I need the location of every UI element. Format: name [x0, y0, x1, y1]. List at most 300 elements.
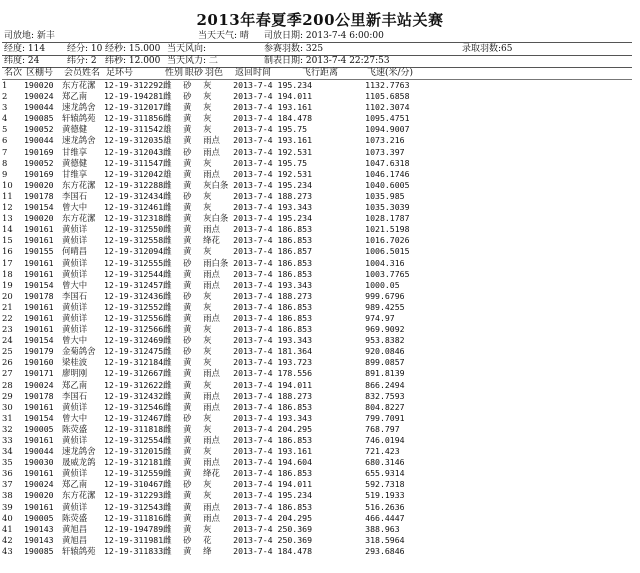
cell-return-time: 2013-7-4 186.853	[233, 468, 313, 479]
cell-member: 梁桂波	[62, 357, 88, 368]
cell-eye: 黄	[183, 446, 192, 457]
cell-sex: 雌	[163, 312, 172, 323]
cell-return-time: 2013-7-4 186.853	[233, 435, 313, 445]
cell-return-time: 2013-7-4 184.478	[233, 545, 313, 556]
cell-loft: 190160	[24, 357, 54, 368]
cell-member: 陈荧盛	[62, 423, 88, 434]
cell-speed: 999.6796	[365, 290, 405, 301]
cell-rank: 41	[2, 523, 13, 534]
cell-sex: 雌	[163, 290, 172, 301]
cell-color: 绛花	[203, 468, 220, 479]
cell-return-time: 2013-7-4 194.011	[233, 379, 313, 390]
cell-member: 东方花潔	[62, 179, 96, 190]
cell-loft: 190154	[24, 335, 54, 346]
cell-speed: 953.8382	[365, 335, 405, 346]
cell-loft: 190024	[24, 479, 54, 490]
col-sex: 性别	[165, 68, 184, 78]
cell-speed: 466.4447	[365, 512, 405, 523]
cell-ring: 12-19-312094	[104, 246, 164, 257]
cell-color: 灰	[203, 80, 212, 90]
cell-eye: 黄	[183, 512, 192, 523]
cell-return-time: 2013-7-4 250.369	[233, 523, 313, 534]
cell-rank: 11	[2, 190, 13, 201]
cell-sex: 雌	[163, 512, 172, 523]
cell-member: 曾大中	[62, 412, 88, 423]
cell-rank: 13	[2, 213, 13, 224]
cell-color: 灰	[203, 190, 212, 201]
cell-loft: 190020	[24, 490, 54, 501]
cell-ring: 12-19-310467	[104, 479, 164, 490]
cell-rank: 43	[2, 545, 13, 556]
cell-rank: 35	[2, 457, 13, 468]
cell-sex: 雄	[163, 135, 172, 146]
cell-ring: 12-19-312184	[104, 357, 164, 368]
cell-color: 灰	[203, 346, 212, 357]
cell-return-time: 2013-7-4 186.853	[233, 268, 313, 279]
cell-ring: 12-19-311833	[104, 545, 164, 556]
cell-speed: 799.7091	[365, 412, 405, 423]
cell-color: 灰	[203, 91, 212, 102]
results-body	[2, 80, 465, 557]
cell-color: 灰	[203, 157, 212, 168]
cell-sex: 雌	[163, 80, 172, 90]
cell-rank: 4	[2, 113, 8, 124]
table-row	[2, 113, 465, 124]
table-row	[2, 80, 465, 91]
cell-ring: 12-19-312550	[104, 224, 164, 235]
table-row	[2, 346, 465, 357]
cell-color: 灰	[203, 479, 212, 490]
cell-speed: 1000.05	[365, 279, 400, 290]
cell-sex: 雌	[163, 501, 172, 512]
table-row	[2, 91, 465, 102]
table-row	[2, 435, 465, 446]
cell-return-time: 2013-7-4 192.531	[233, 146, 313, 157]
cell-rank: 24	[2, 335, 13, 346]
cell-sex: 雌	[163, 490, 172, 501]
cell-loft: 190085	[24, 113, 54, 124]
table-row	[2, 124, 465, 135]
cell-return-time: 2013-7-4 195.75	[233, 124, 308, 135]
table-row	[2, 380, 465, 391]
cell-return-time: 2013-7-4 181.364	[233, 346, 313, 357]
cell-sex: 雌	[163, 479, 172, 490]
cell-eye: 黄	[183, 490, 192, 501]
cell-color: 花	[203, 534, 212, 545]
cell-ring: 12-19-312475	[104, 346, 164, 357]
cell-return-time: 2013-7-4 250.369	[233, 534, 313, 545]
cell-ring: 12-19-312559	[104, 468, 164, 479]
cell-color: 绛花	[203, 235, 220, 246]
cell-ring: 12-19-312288	[104, 179, 164, 190]
cell-return-time: 2013-7-4 195.234	[233, 213, 313, 224]
cell-rank: 17	[2, 257, 13, 268]
cell-sex: 雌	[163, 213, 172, 224]
cell-ring: 12-19-312015	[104, 446, 164, 457]
cell-eye: 砂	[183, 346, 192, 357]
cell-sex: 雌	[163, 457, 172, 468]
cell-ring: 12-19-312555	[104, 257, 164, 268]
cell-rank: 33	[2, 435, 13, 445]
cell-sex: 雌	[163, 468, 172, 479]
cell-return-time: 2013-7-4 193.723	[233, 357, 313, 368]
cell-color: 灰	[203, 335, 212, 346]
table-row	[2, 280, 465, 291]
cell-speed: 1035.985	[365, 190, 405, 201]
cell-loft: 190161	[24, 435, 54, 445]
cell-loft: 190052	[24, 157, 54, 168]
cell-ring: 12-19-312432	[104, 390, 164, 401]
cell-member: 郑乙南	[62, 91, 88, 102]
cell-eye: 黄	[183, 368, 192, 379]
cell-rank: 23	[2, 324, 13, 335]
cell-loft: 190179	[24, 346, 54, 357]
cell-return-time: 2013-7-4 193.343	[233, 335, 313, 346]
cell-color: 雨点	[203, 146, 220, 157]
cell-speed: 899.0857	[365, 357, 405, 368]
cell-rank: 39	[2, 501, 13, 512]
cell-return-time: 2013-7-4 186.853	[233, 401, 313, 412]
table-row	[2, 535, 465, 546]
cell-rank: 36	[2, 468, 13, 479]
cell-member: 郑乙南	[62, 479, 88, 490]
cell-speed: 832.7593	[365, 390, 405, 401]
cell-rank: 3	[2, 102, 8, 113]
cell-color: 灰	[203, 446, 212, 457]
cell-sex: 雌	[163, 379, 172, 390]
release-date: 司放日期: 2013-7-4 6:00:00	[264, 31, 384, 41]
cell-return-time: 2013-7-4 194.604	[233, 457, 313, 468]
cell-loft: 190044	[24, 102, 54, 113]
cell-color: 雨点	[203, 135, 220, 146]
cell-return-time: 2013-7-4 188.273	[233, 190, 313, 201]
cell-speed: 1040.6005	[365, 179, 410, 190]
cell-member: 曾大中	[62, 335, 88, 346]
cell-eye: 黄	[183, 124, 192, 135]
cell-eye: 黄	[183, 213, 192, 224]
cell-member: 黄侦详	[62, 501, 88, 512]
table-row	[2, 158, 465, 169]
cell-member: 轩辕鸽苑	[62, 113, 96, 124]
cell-speed: 1004.316	[365, 257, 405, 268]
cell-member: 廖明刚	[62, 368, 88, 379]
cell-loft: 190024	[24, 91, 54, 102]
cell-loft: 190161	[24, 324, 54, 335]
cell-sex: 雌	[163, 412, 172, 423]
longitude-minutes: 经分: 10	[67, 44, 103, 54]
cell-member: 速龙鸽舍	[62, 446, 96, 457]
cell-sex: 雌	[163, 346, 172, 357]
cell-return-time: 2013-7-4 186.853	[233, 312, 313, 323]
table-row	[2, 490, 465, 501]
cell-speed: 1095.4751	[365, 113, 410, 124]
table-row	[2, 135, 465, 146]
cell-loft: 190024	[24, 379, 54, 390]
cell-member: 晟威龙鸽	[62, 457, 96, 468]
col-time: 返回时间	[235, 68, 272, 78]
wind-power: 当天风力: 二	[167, 56, 218, 66]
cell-ring: 12-19-312554	[104, 435, 164, 445]
cell-speed: 318.5964	[365, 534, 405, 545]
cell-speed: 1006.5015	[365, 246, 410, 257]
cell-eye: 黄	[183, 468, 192, 479]
cell-rank: 22	[2, 312, 13, 323]
cell-rank: 27	[2, 368, 13, 379]
cell-speed: 969.9092	[365, 324, 405, 335]
cell-eye: 黄	[183, 435, 192, 445]
cell-member: 李国石	[62, 290, 88, 301]
cell-sex: 雌	[163, 401, 172, 412]
cell-return-time: 2013-7-4 188.273	[233, 390, 313, 401]
wind-direction: 当天风向:	[167, 44, 207, 54]
cell-loft: 190005	[24, 423, 54, 434]
cell-color: 灰	[203, 246, 212, 257]
cell-eye: 黄	[183, 157, 192, 168]
prized-count: 录取羽数:65	[462, 44, 513, 54]
cell-speed: 655.9314	[365, 468, 405, 479]
table-row	[2, 191, 465, 202]
table-row	[2, 502, 465, 513]
cell-member: 黄旭昌	[62, 523, 88, 534]
cell-member: 黄德健	[62, 157, 88, 168]
cell-color: 灰	[203, 290, 212, 301]
cell-loft: 190161	[24, 235, 54, 246]
cell-ring: 12-19-312558	[104, 235, 164, 246]
table-row	[2, 546, 465, 557]
cell-rank: 30	[2, 401, 13, 412]
cell-member: 曾大中	[62, 202, 88, 213]
cell-ring: 12-19-312043	[104, 146, 164, 157]
cell-eye: 砂	[183, 190, 192, 201]
cell-loft: 190169	[24, 146, 54, 157]
table-row	[2, 324, 465, 335]
cell-sex: 雌	[163, 301, 172, 312]
cell-loft: 190161	[24, 312, 54, 323]
table-row	[2, 335, 465, 346]
cell-eye: 砂	[183, 534, 192, 545]
col-loft: 区棚号	[26, 68, 54, 78]
cell-eye: 黄	[183, 401, 192, 412]
cell-return-time: 2013-7-4 204.295	[233, 423, 313, 434]
cell-eye: 黄	[183, 324, 192, 335]
cell-sex: 雄	[163, 168, 172, 179]
cell-color: 雨点	[203, 268, 220, 279]
cell-loft: 190154	[24, 202, 54, 213]
made-date: 制表日期: 2013-7-4 22:27:53	[264, 56, 390, 66]
cell-return-time: 2013-7-4 194.011	[233, 91, 313, 102]
cell-sex: 雌	[163, 324, 172, 335]
cell-ring: 12-19-312293	[104, 490, 164, 501]
table-row	[2, 258, 465, 269]
cell-speed: 721.423	[365, 446, 400, 457]
cell-sex: 雌	[163, 523, 172, 534]
cell-ring: 12-19-312292	[104, 80, 164, 90]
col-rank: 名次	[4, 68, 23, 78]
cell-rank: 1	[2, 80, 8, 90]
cell-color: 雨点	[203, 401, 220, 412]
cell-return-time: 2013-7-4 186.857	[233, 246, 313, 257]
cell-speed: 293.6846	[365, 545, 405, 556]
cell-color: 雨点	[203, 168, 220, 179]
cell-sex: 雌	[163, 102, 172, 113]
cell-member: 黄侦详	[62, 268, 88, 279]
cell-return-time: 2013-7-4 195.234	[233, 179, 313, 190]
cell-member: 轩辕鸽苑	[62, 545, 96, 556]
weather: 当天天气: 晴	[198, 31, 249, 41]
cell-color: 雨点	[203, 457, 220, 468]
cell-speed: 1003.7765	[365, 268, 410, 279]
cell-speed: 1073.397	[365, 146, 405, 157]
cell-loft: 190169	[24, 168, 54, 179]
cell-color: 雨点	[203, 390, 220, 401]
cell-ring: 12-19-312035	[104, 135, 164, 146]
cell-rank: 15	[2, 235, 13, 246]
cell-member: 速龙鸽舍	[62, 102, 96, 113]
cell-member: 黄旭昌	[62, 534, 88, 545]
cell-color: 灰	[203, 113, 212, 124]
cell-return-time: 2013-7-4 184.478	[233, 113, 313, 124]
col-eye: 眼砂	[185, 68, 204, 78]
cell-eye: 砂	[183, 335, 192, 346]
cell-rank: 37	[2, 479, 13, 490]
cell-sex: 雌	[163, 179, 172, 190]
table-row	[2, 391, 465, 402]
cell-ring: 12-19-311542	[104, 124, 164, 135]
cell-member: 黄侦详	[62, 401, 88, 412]
cell-rank: 42	[2, 534, 13, 545]
cell-sex: 雌	[163, 190, 172, 201]
table-row	[2, 402, 465, 413]
cell-return-time: 2013-7-4 193.161	[233, 102, 313, 113]
cell-return-time: 2013-7-4 195.234	[233, 490, 313, 501]
cell-sex: 雌	[163, 224, 172, 235]
cell-return-time: 2013-7-4 186.853	[233, 235, 313, 246]
table-row	[2, 479, 465, 490]
cell-color: 灰	[203, 324, 212, 335]
cell-member: 黄侦详	[62, 468, 88, 479]
cell-eye: 砂	[183, 290, 192, 301]
cell-ring: 12-19-312457	[104, 279, 164, 290]
cell-speed: 592.7318	[365, 479, 405, 490]
col-ring: 足环号	[106, 68, 134, 78]
cell-eye: 砂	[183, 412, 192, 423]
cell-member: 李国石	[62, 190, 88, 201]
cell-member: 东方花潔	[62, 80, 96, 90]
cell-rank: 5	[2, 124, 8, 135]
cell-sex: 雌	[163, 435, 172, 445]
cell-color: 雨点	[203, 368, 220, 379]
cell-ring: 12-19-312546	[104, 401, 164, 412]
cell-ring: 12-19-312556	[104, 312, 164, 323]
cell-loft: 190178	[24, 390, 54, 401]
cell-speed: 1016.7026	[365, 235, 410, 246]
cell-sex: 雌	[163, 534, 172, 545]
cell-eye: 黄	[183, 268, 192, 279]
cell-return-time: 2013-7-4 186.853	[233, 501, 313, 512]
cell-color: 灰	[203, 202, 212, 213]
cell-member: 金菊鸽舍	[62, 346, 96, 357]
cell-speed: 1073.216	[365, 135, 405, 146]
cell-ring: 12-19-194789	[104, 523, 164, 534]
latitude: 纬度: 24	[4, 56, 40, 66]
cell-speed: 974.97	[365, 312, 395, 323]
table-row	[2, 202, 465, 213]
table-row	[2, 524, 465, 535]
cell-sex: 雄	[163, 124, 172, 135]
cell-speed: 891.8139	[365, 368, 405, 379]
cell-sex: 雌	[163, 157, 172, 168]
cell-return-time: 2013-7-4 186.853	[233, 324, 313, 335]
cell-sex: 雌	[163, 146, 172, 157]
cell-return-time: 2013-7-4 186.853	[233, 301, 313, 312]
cell-eye: 黄	[183, 501, 192, 512]
cell-member: 黄侦详	[62, 435, 88, 445]
cell-ring: 12-19-311856	[104, 113, 164, 124]
table-row	[2, 169, 465, 180]
latitude-seconds: 纬秒: 12.000	[105, 56, 161, 66]
cell-speed: 1035.3039	[365, 202, 410, 213]
table-row	[2, 424, 465, 435]
page-title: 2013年春夏季200公里新丰站关赛	[196, 11, 444, 29]
cell-rank: 26	[2, 357, 13, 368]
results-table	[2, 80, 465, 557]
cell-ring: 12-19-312017	[104, 102, 164, 113]
cell-return-time: 2013-7-4 193.343	[233, 202, 313, 213]
cell-loft: 190178	[24, 290, 54, 301]
cell-ring: 12-19-312622	[104, 379, 164, 390]
cell-eye: 黄	[183, 279, 192, 290]
cell-eye: 黄	[183, 423, 192, 434]
cell-rank: 21	[2, 301, 13, 312]
table-row	[2, 457, 465, 468]
cell-sex: 雌	[163, 423, 172, 434]
cell-speed: 989.4255	[365, 301, 405, 312]
release-place: 司放地: 新丰	[4, 31, 55, 41]
cell-member: 曾大中	[62, 279, 88, 290]
cell-return-time: 2013-7-4 192.531	[233, 168, 313, 179]
cell-ring: 12-19-312318	[104, 213, 164, 224]
col-distance: 飞行距离	[302, 68, 339, 78]
cell-member: 东方花潔	[62, 490, 96, 501]
table-row	[2, 413, 465, 424]
cell-loft: 190171	[24, 368, 54, 379]
cell-return-time: 2013-7-4 188.273	[233, 290, 313, 301]
cell-loft: 190161	[24, 468, 54, 479]
cell-rank: 25	[2, 346, 13, 357]
cell-color: 灰白条	[203, 213, 229, 224]
table-row	[2, 468, 465, 479]
latitude-minutes: 纬分: 2	[67, 56, 97, 66]
cell-loft: 190143	[24, 523, 54, 534]
cell-sex: 雌	[163, 246, 172, 257]
cell-ring: 12-19-311818	[104, 423, 164, 434]
cell-member: 速龙鸽舍	[62, 135, 96, 146]
cell-rank: 32	[2, 423, 13, 434]
cell-speed: 866.2494	[365, 379, 405, 390]
table-row	[2, 213, 465, 224]
longitude: 经度: 114	[4, 44, 46, 54]
cell-rank: 40	[2, 512, 13, 523]
cell-loft: 190030	[24, 457, 54, 468]
table-row	[2, 235, 465, 246]
cell-rank: 12	[2, 202, 13, 213]
cell-loft: 190005	[24, 512, 54, 523]
cell-ring: 12-19-311547	[104, 157, 164, 168]
table-row	[2, 446, 465, 457]
cell-sex: 雌	[163, 390, 172, 401]
cell-sex: 雌	[163, 357, 172, 368]
cell-member: 黄侦详	[62, 235, 88, 246]
